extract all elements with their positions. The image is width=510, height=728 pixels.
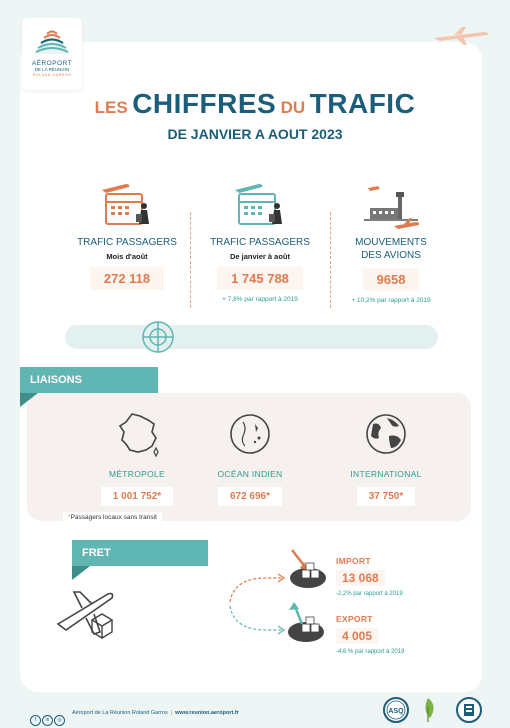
- asq-badge-icon: [382, 696, 410, 724]
- import-boxes-icon: [284, 548, 328, 590]
- tab-tail: [72, 566, 90, 580]
- divider: [190, 212, 191, 308]
- liaison-value: 37 750*: [357, 487, 415, 506]
- instagram-icon[interactable]: ◎: [54, 715, 65, 726]
- social-icons: [30, 708, 66, 726]
- liaison-name: OCÉAN INDIEN: [217, 469, 283, 479]
- export-boxes-icon: [284, 600, 328, 644]
- liaison-name: MÉTROPOLE: [108, 469, 166, 479]
- tab-tail: [20, 393, 38, 407]
- france-map-icon: [112, 410, 162, 458]
- decorative-bar: [65, 325, 438, 349]
- stat-passengers-month: [62, 180, 192, 290]
- stat-value: 1 745 788: [217, 267, 303, 290]
- fret-export-label: EXPORT: [336, 614, 373, 624]
- logo-waves-icon: [30, 24, 74, 58]
- stat-label: TRAFIC PASSAGERS: [210, 237, 310, 248]
- facebook-icon[interactable]: f: [30, 715, 41, 726]
- stat-comparison: + 10,2% par rapport à 2019: [351, 297, 431, 304]
- stat-sub: De janvier à août: [229, 252, 291, 261]
- stat-sub: Mois d'août: [106, 252, 148, 261]
- footer-text: [72, 710, 239, 716]
- footer-name: Aéroport de La Réunion Roland Garros: [72, 710, 168, 716]
- fret-import: [336, 556, 476, 597]
- asq-badge-text: ASQ: [388, 708, 404, 715]
- liaison-metropole: [77, 410, 197, 506]
- title-les: LES: [94, 98, 128, 117]
- airport-tower-icon: [326, 180, 456, 232]
- stat-label: TRAFIC PASSAGERS: [77, 237, 177, 248]
- stat-comparison: + 7,8% par rapport à 2019: [222, 296, 298, 303]
- logo-line1: AÉROPORT: [31, 60, 73, 67]
- liaisons-tab: LIAISONS: [20, 367, 158, 393]
- liaison-ocean-indien: [190, 410, 310, 506]
- cargo-plane-icon: [54, 584, 124, 640]
- liaison-name: INTERNATIONAL: [350, 469, 422, 479]
- fret-import-value: 13 068: [336, 570, 385, 586]
- title-chiffres: CHIFFRES: [132, 88, 277, 119]
- liaison-international: [326, 410, 446, 506]
- airport-logo: [22, 18, 82, 90]
- footer-separator: |: [170, 710, 173, 716]
- leaf-badge-icon: [416, 696, 440, 724]
- stat-label: [326, 236, 456, 262]
- page-subtitle: DE JANVIER A AOUT 2023: [167, 126, 343, 142]
- liaisons-footnote: [63, 512, 162, 523]
- stat-value: 272 118: [90, 267, 164, 290]
- stat-label-line2: DES AVIONS: [361, 250, 421, 261]
- fret-export-comparison: -4,6 % par rapport à 2019: [336, 649, 405, 655]
- calendar-plane-icon: [195, 180, 325, 232]
- title-du: DU: [280, 98, 306, 117]
- flow-arrows: [226, 566, 290, 640]
- fret-import-label: IMPORT: [336, 556, 371, 566]
- liaison-value: 672 696*: [218, 487, 282, 506]
- fret-export: [336, 614, 476, 655]
- fret-import-comparison: -2,2% par rapport à 2019: [336, 591, 403, 597]
- stat-label-line1: MOUVEMENTS: [355, 237, 427, 248]
- liaison-value: 1 001 752*: [101, 487, 173, 506]
- fret-export-value: 4 005: [336, 628, 378, 644]
- page-title: [0, 88, 510, 120]
- stat-value: 9658: [363, 268, 420, 291]
- target-icon: [141, 320, 175, 354]
- footnote-text: Passagers locaux sans transit: [70, 514, 157, 521]
- stat-passengers-ytd: [195, 180, 325, 303]
- title-trafic: TRAFIC: [309, 88, 416, 119]
- indian-ocean-globe-icon: [225, 410, 275, 458]
- footer-url[interactable]: www.reunion.aeroport.fr: [175, 710, 239, 716]
- stat-aircraft-movements: [326, 180, 456, 304]
- plane-decoration-icon: [432, 26, 490, 46]
- fret-tab: FRET: [72, 540, 208, 566]
- footnote-star: *: [68, 514, 71, 521]
- logo-line2: DE LA RÉUNION: [34, 67, 70, 72]
- logo-line3: ROLAND GARROS: [32, 73, 72, 77]
- linkedin-icon[interactable]: in: [42, 715, 53, 726]
- calendar-plane-icon: [62, 180, 192, 232]
- world-globe-icon: [361, 410, 411, 458]
- certification-badge-icon: [454, 696, 484, 724]
